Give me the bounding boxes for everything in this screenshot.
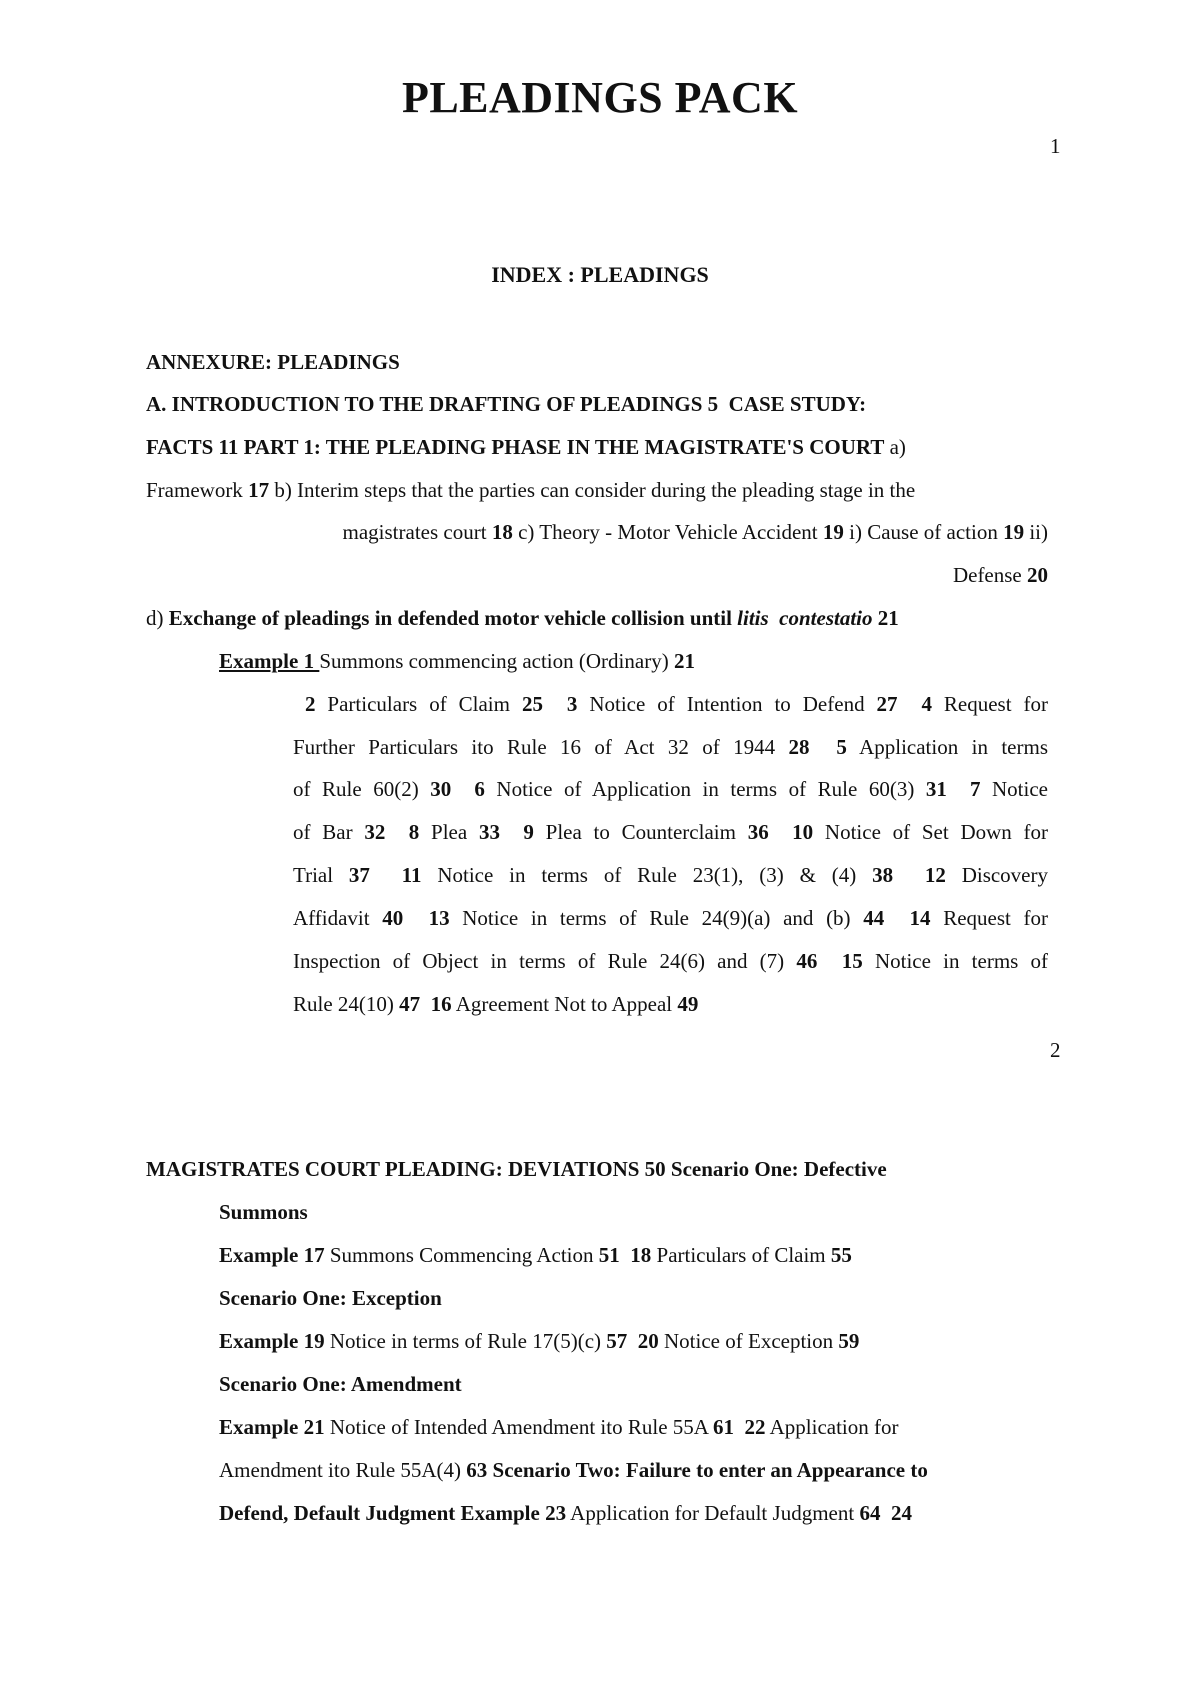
text-run: 61 — [713, 1415, 735, 1439]
text-run: 27 — [876, 692, 898, 716]
example-line — [219, 1456, 928, 1484]
text-run: Notice in terms of Rule 24(9)(a) and (b) — [449, 906, 864, 930]
text-run: 31 — [925, 777, 947, 801]
text-run: 18 — [491, 520, 513, 544]
index-line — [146, 390, 866, 418]
text-run: of Bar — [293, 820, 365, 844]
text-run: Example 1 — [219, 649, 320, 673]
text-run: Further Particulars ito Rule 16 of Act 32 of 1944 — [293, 735, 789, 759]
example-list-line — [293, 818, 1048, 846]
document-title: PLEADINGS PACK — [401, 73, 799, 122]
text-run: Defend, Default Judgment Example 23 — [219, 1501, 567, 1525]
text-run: Example 19 — [219, 1329, 325, 1353]
text-run: 49 — [677, 992, 699, 1016]
text-run: 21 — [673, 649, 695, 673]
text-run: b) Interim steps that the parties can consider during the pleading stage in the — [269, 478, 916, 502]
text-run: 19 — [1003, 520, 1025, 544]
text-run: 55 — [830, 1243, 852, 1267]
text-run: Summons Commencing Action — [324, 1243, 599, 1267]
text-run: MAGISTRATES COURT PLEADING: DEVIATIONS 50 Scenario One: Defective — [146, 1157, 887, 1181]
text-run: 12 — [893, 863, 946, 887]
text-run: 20 — [1027, 563, 1048, 587]
text-run: Notice in terms of Rule 17(5)(c) — [324, 1329, 607, 1353]
scenario-line — [219, 1284, 442, 1312]
index-line — [146, 476, 915, 504]
text-run: Discovery — [945, 863, 1049, 887]
example-line — [219, 647, 695, 675]
text-run: 46 — [796, 949, 818, 973]
text-run: Example 17 — [219, 1243, 325, 1267]
text-run: Request for — [930, 906, 1048, 930]
text-run: i) Cause of action — [843, 520, 1004, 544]
text-run: 33 — [478, 820, 500, 844]
index-line — [146, 1155, 887, 1183]
index-line — [146, 433, 906, 461]
text-run: 37 — [348, 863, 370, 887]
text-run: Notice of Application in terms of Rule 60(3) — [484, 777, 926, 801]
text-run: of Rule 60(2) — [293, 777, 431, 801]
text-run: litis contestatio — [737, 606, 873, 630]
text-run: 36 — [747, 820, 769, 844]
example-list-line — [293, 947, 1048, 975]
text-run: A. INTRODUCTION TO THE DRAFTING OF PLEADINGS 5 CASE STUDY: — [146, 392, 867, 416]
example-list-line — [293, 775, 1048, 803]
text-run: ii) — [1024, 520, 1048, 544]
text-run: ANNEXURE: PLEADINGS — [146, 350, 400, 374]
text-run: 51 — [598, 1243, 620, 1267]
text-run: Trial — [293, 863, 349, 887]
text-run: d) — [146, 606, 169, 630]
text-run: FACTS 11 PART 1: THE PLEADING PHASE IN THE MAGISTRATE'S COURT — [146, 435, 885, 459]
index-line — [219, 1198, 308, 1226]
text-run: 38 — [872, 863, 894, 887]
text-run: Summons commencing action (Ordinary) — [319, 649, 674, 673]
text-run: Scenario One: Amendment — [219, 1372, 462, 1396]
text-run: 57 — [606, 1329, 628, 1353]
text-run: 11 — [369, 863, 422, 887]
example-line — [219, 1499, 912, 1527]
example-list-line — [293, 733, 1048, 761]
text-run: Application for Default Judgment — [566, 1501, 860, 1525]
index-line — [953, 561, 1048, 589]
text-run: Exchange of pleadings in defended motor vehicle collision until — [168, 606, 738, 630]
text-run: 4 — [897, 692, 932, 716]
text-run: Notice in terms of Rule 23(1), (3) & (4) — [421, 863, 873, 887]
text-run: Rule 24(10) — [293, 992, 400, 1016]
text-run: Summons — [219, 1200, 308, 1224]
text-run: 18 — [619, 1243, 652, 1267]
page-number-1: 1 — [1050, 134, 1061, 158]
scenario-line — [219, 1370, 462, 1398]
text-run: Example 21 — [219, 1415, 325, 1439]
index-heading: INDEX : PLEADINGS — [491, 262, 709, 287]
text-run: 20 — [627, 1329, 659, 1353]
text-run: 28 — [788, 735, 810, 759]
text-run: 47 — [399, 992, 421, 1016]
text-run: Scenario One: Exception — [219, 1286, 442, 1310]
example-line — [219, 1413, 899, 1441]
text-run: 10 — [768, 820, 814, 844]
text-run: Inspection of Object in terms of Rule 24(6) and (7) — [293, 949, 797, 973]
text-run: 25 — [521, 692, 543, 716]
text-run: 63 Scenario Two: Failure to enter an Appearance to — [466, 1458, 928, 1482]
text-run: Framework — [146, 478, 249, 502]
index-line — [146, 348, 400, 376]
text-run: 2 — [293, 692, 316, 716]
text-run: 5 — [809, 735, 847, 759]
text-run: Application in terms — [846, 735, 1049, 759]
text-run: 15 — [817, 949, 863, 973]
example-line — [219, 1327, 859, 1355]
text-run: 6 — [451, 777, 485, 801]
text-run: 19 — [822, 520, 844, 544]
text-run: 40 — [382, 906, 404, 930]
text-run: 30 — [430, 777, 452, 801]
text-run: Particulars of Claim — [315, 692, 522, 716]
text-run: 13 — [403, 906, 450, 930]
text-run: a) — [884, 435, 906, 459]
text-run: Notice of Intention to Defend — [577, 692, 877, 716]
text-run: c) Theory - Motor Vehicle Accident — [512, 520, 823, 544]
text-run: Notice of Intended Amendment ito Rule 55A — [324, 1415, 714, 1439]
example-list-line — [293, 904, 1048, 932]
text-run: 17 — [248, 478, 270, 502]
text-run: Notice of Exception — [658, 1329, 839, 1353]
index-line — [146, 604, 899, 632]
text-run: Amendment ito Rule 55A(4) — [219, 1458, 467, 1482]
text-run: 44 — [863, 906, 885, 930]
text-run: Notice in terms of — [862, 949, 1049, 973]
text-run: Notice — [980, 777, 1048, 801]
text-run: 59 — [838, 1329, 860, 1353]
text-run: 3 — [542, 692, 578, 716]
text-run: 7 — [946, 777, 981, 801]
text-run: Request for — [931, 692, 1049, 716]
example-list-line — [293, 861, 1048, 889]
text-run: magistrates court — [342, 520, 492, 544]
text-run: Affidavit — [293, 906, 383, 930]
page-number-2: 2 — [1050, 1038, 1061, 1062]
text-run: Plea — [419, 820, 479, 844]
text-run: 21 — [872, 606, 899, 630]
example-list-line — [293, 990, 698, 1018]
text-run: Defense — [952, 563, 1027, 587]
text-run: Plea to Counterclaim — [533, 820, 748, 844]
text-run: 16 — [420, 992, 452, 1016]
text-run: 8 — [385, 820, 420, 844]
text-run: Application for — [765, 1415, 899, 1439]
index-line — [343, 518, 1048, 546]
text-run: Agreement Not to Appeal — [451, 992, 678, 1016]
text-run: 14 — [884, 906, 931, 930]
text-run: Notice of Set Down for — [813, 820, 1049, 844]
text-run: Particulars of Claim — [651, 1243, 831, 1267]
example-line — [219, 1241, 852, 1269]
text-run: 9 — [499, 820, 534, 844]
text-run: 22 — [734, 1415, 766, 1439]
text-run: 32 — [364, 820, 386, 844]
example-list-line — [293, 690, 1048, 718]
text-run: 64 24 — [859, 1501, 912, 1525]
